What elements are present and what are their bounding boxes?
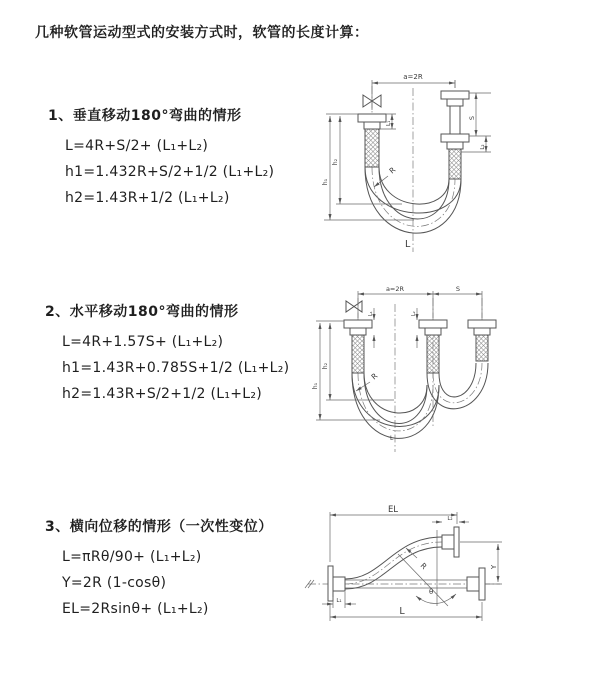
section-1-heading: 1、垂直移动180°弯曲的情形 <box>48 108 242 124</box>
left-fitting <box>344 320 372 373</box>
dim-l1-label: L₁ <box>336 598 342 604</box>
dim-l-label: L <box>399 606 405 617</box>
diagram-horizontal-180-bend <box>308 278 593 476</box>
diagram-lateral-displacement <box>298 500 600 650</box>
dim-r-label: R <box>369 371 380 382</box>
dim-l1 <box>322 592 356 608</box>
dim-a2r-label: a=2R <box>403 73 423 81</box>
formula-h1: h1=1.432R+S/2+1/2 (L₁+L₂) <box>65 164 275 180</box>
diagram-vertical-180-bend <box>310 66 565 268</box>
radius-callout <box>374 165 397 187</box>
dim-l <box>330 602 482 621</box>
right-fitting <box>468 320 496 361</box>
dim-theta <box>416 588 456 604</box>
dim-h2-label: h₂ <box>332 158 339 166</box>
left-flange <box>328 566 345 601</box>
dim-el <box>330 505 457 562</box>
upper-right-flange <box>442 527 459 557</box>
dim-l-label: L <box>390 435 394 442</box>
dim-r-label: R <box>418 561 429 572</box>
lower-right-flange <box>467 568 485 600</box>
dim-r-label: R <box>387 165 398 176</box>
section-2-heading: 2、水平移动180°弯曲的情形 <box>45 304 239 320</box>
formula-L: L=4R+S/2+ (L₁+L₂) <box>65 138 209 154</box>
formula-L: L=πRθ/90+ (L₁+L₂) <box>62 549 202 565</box>
section-2-formulas <box>62 329 289 407</box>
dim-y-label: Y <box>490 564 498 570</box>
formula-L: L=4R+1.57S+ (L₁+L₂) <box>62 334 224 350</box>
dim-h2-label: h₂ <box>322 362 329 370</box>
dim-h1-label: h₁ <box>312 382 319 390</box>
dim-l-label: L <box>405 239 411 250</box>
dim-l2-label: L₂ <box>447 516 453 522</box>
dim-l2-label: L₂ <box>480 144 486 150</box>
section-lateral-displacement <box>45 517 273 622</box>
dim-l2-label: L₂ <box>411 311 417 316</box>
section-1-formulas <box>65 133 274 211</box>
valve-icon <box>346 301 362 312</box>
dim-s-l2 <box>461 93 491 152</box>
dim-l2 <box>432 516 469 522</box>
dim-theta-label: θ <box>429 588 434 596</box>
dim-h1-label: h₁ <box>322 178 329 186</box>
formula-Y: Y=2R (1-cosθ) <box>62 575 167 591</box>
center-fitting <box>419 320 447 373</box>
right-fitting <box>441 91 469 179</box>
formula-h1: h1=1.43R+0.785S+1/2 (L₁+L₂) <box>62 360 290 376</box>
page-title: 几种软管运动型式的安装方式时，软管的长度计算： <box>35 25 369 41</box>
dim-a2r-label: a=2R <box>385 285 405 293</box>
dim-s-label: S <box>468 115 476 121</box>
formula-h2: h2=1.43R+S/2+1/2 (L₁+L₂) <box>62 386 263 402</box>
dim-l1-label: L₁ <box>386 120 392 126</box>
section-3-formulas <box>62 544 273 622</box>
dim-a2r-s <box>358 285 482 318</box>
left-fitting <box>358 114 386 167</box>
dim-l2 <box>411 308 417 348</box>
section-vertical-movement <box>48 106 274 211</box>
dim-el-label: EL <box>387 505 399 515</box>
formula-h2: h2=1.43R+1/2 (L₁+L₂) <box>65 190 230 206</box>
dim-l1-label: L₁ <box>368 311 374 316</box>
section-horizontal-movement <box>45 302 289 407</box>
section-3-heading: 3、横向位移的情形（一次性变位） <box>45 519 273 535</box>
formula-EL: EL=2Rsinθ+ (L₁+L₂) <box>62 601 209 617</box>
dim-s-label: S <box>455 285 461 293</box>
